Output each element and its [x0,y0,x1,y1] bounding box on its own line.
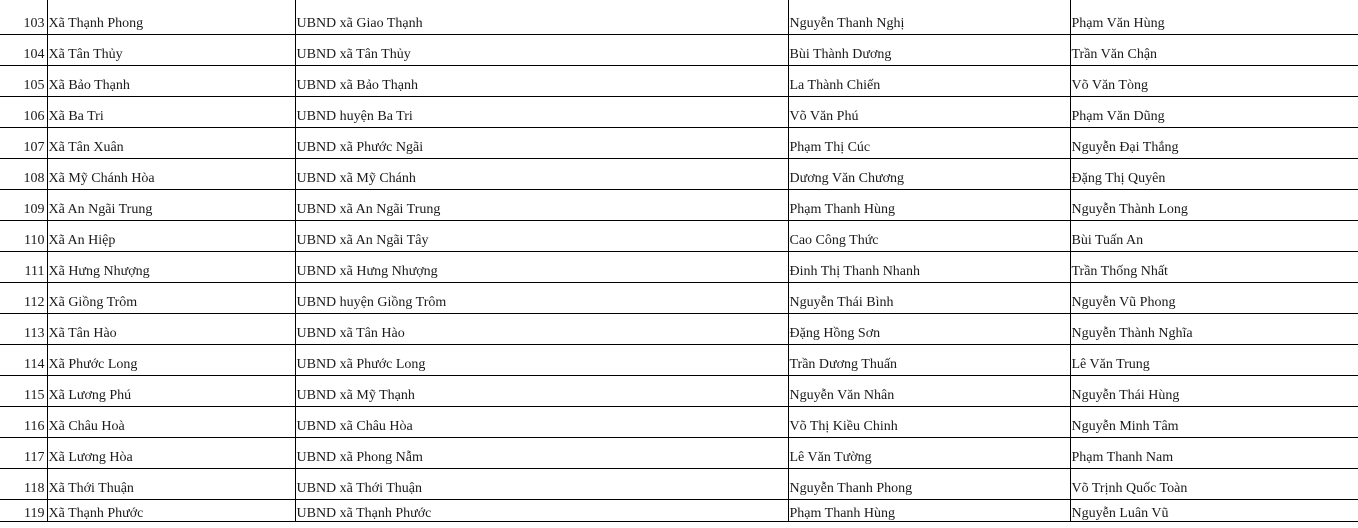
agency-name-cell-text: UBND xã Mỹ Chánh [296,171,416,186]
table-row [0,345,1358,376]
official-name-cell [788,190,1070,221]
row-number-cell-text: 114 [24,357,45,372]
table-row [0,35,1358,66]
official-name-cell [788,345,1070,376]
row-number-cell-text: 110 [24,233,45,248]
agency-name-cell [295,314,788,345]
deputy-name-cell-text: Nguyễn Luân Vũ [1071,506,1169,521]
official-name-cell [788,128,1070,159]
table-row [0,128,1358,159]
commune-name-cell [47,376,295,407]
row-number-cell [0,159,47,190]
table-row [0,407,1358,438]
row-number-cell [0,221,47,252]
commune-name-cell-text: Xã Thới Thuận [48,481,134,496]
row-number-cell [0,283,47,314]
agency-name-cell-text: UBND xã Mỹ Thạnh [296,388,415,403]
deputy-name-cell-text: Nguyễn Thành Nghĩa [1071,326,1193,341]
deputy-name-cell [1070,190,1358,221]
deputy-name-cell-text: Phạm Văn Hùng [1071,16,1165,31]
row-number-cell-text: 116 [24,419,45,434]
commune-name-cell [47,190,295,221]
official-name-cell [788,97,1070,128]
table-row [0,159,1358,190]
deputy-name-cell [1070,283,1358,314]
deputy-name-cell [1070,500,1358,522]
commune-name-cell [47,500,295,522]
row-number-cell [0,438,47,469]
deputy-name-cell-text: Võ Văn Tòng [1071,78,1148,93]
row-number-cell [0,345,47,376]
deputy-name-cell-text: Đặng Thị Quyên [1071,171,1166,186]
official-name-cell-text: Đinh Thị Thanh Nhanh [789,264,921,279]
agency-name-cell [295,128,788,159]
deputy-name-cell-text: Võ Trịnh Quốc Toàn [1071,481,1188,496]
row-number-cell-text: 111 [24,264,45,279]
agency-name-cell-text: UBND huyện Ba Tri [296,109,413,124]
official-name-cell-text: Phạm Thanh Hùng [789,506,896,521]
deputy-name-cell [1070,407,1358,438]
agency-name-cell [295,407,788,438]
agency-name-cell [295,283,788,314]
row-number-cell-text: 103 [23,16,45,31]
row-number-cell-text: 105 [23,78,45,93]
row-number-cell-text: 115 [24,388,45,403]
commune-name-cell [47,314,295,345]
deputy-name-cell [1070,66,1358,97]
deputy-name-cell [1070,128,1358,159]
table-row [0,221,1358,252]
agency-name-cell [295,159,788,190]
deputy-name-cell-text: Lê Văn Trung [1071,357,1150,372]
agency-name-cell-text: UBND xã Phước Long [296,357,426,372]
agency-name-cell-text: UBND xã An Ngãi Tây [296,233,429,248]
deputy-name-cell [1070,97,1358,128]
row-number-cell [0,97,47,128]
agency-name-cell-text: UBND huyện Giồng Trôm [296,295,447,310]
table-row [0,283,1358,314]
row-number-cell-text: 104 [23,47,45,62]
agency-name-cell-text: UBND xã Bảo Thạnh [296,78,418,93]
official-name-cell [788,159,1070,190]
official-name-cell [788,438,1070,469]
official-name-cell [788,376,1070,407]
commune-name-cell [47,97,295,128]
commune-name-cell-text: Xã Tân Thủy [48,47,123,62]
official-name-cell-text: Trần Dương Thuấn [789,357,898,372]
row-number-cell [0,314,47,345]
agency-name-cell [295,345,788,376]
deputy-name-cell [1070,345,1358,376]
row-number-cell-text: 119 [24,506,45,521]
commune-name-cell-text: Xã Hưng Nhượng [48,264,150,279]
table-row [0,0,1358,35]
commune-name-cell [47,221,295,252]
official-name-cell-text: La Thành Chiến [789,78,881,93]
official-name-cell-text: Phạm Thanh Hùng [789,202,896,217]
commune-name-cell-text: Xã Phước Long [48,357,138,372]
row-number-cell [0,376,47,407]
official-name-cell-text: Lê Văn Tường [789,450,872,465]
commune-name-cell-text: Xã Tân Xuân [48,140,124,155]
row-number-cell [0,190,47,221]
row-number-cell [0,0,47,35]
commune-name-cell-text: Xã Mỹ Chánh Hòa [48,171,155,186]
agency-name-cell [295,252,788,283]
commune-name-cell [47,438,295,469]
agency-name-cell [295,66,788,97]
deputy-name-cell-text: Nguyễn Minh Tâm [1071,419,1179,434]
agency-name-cell-text: UBND xã Thới Thuận [296,481,422,496]
commune-name-cell-text: Xã Thạnh Phước [48,506,144,521]
row-number-cell [0,66,47,97]
agency-name-cell [295,500,788,522]
row-number-cell [0,252,47,283]
row-number-cell-text: 117 [24,450,45,465]
row-number-cell [0,407,47,438]
agency-name-cell-text: UBND xã Tân Thủy [296,47,411,62]
deputy-name-cell-text: Nguyễn Thái Hùng [1071,388,1180,403]
agency-name-cell [295,190,788,221]
agency-name-cell-text: UBND xã Giao Thạnh [296,16,423,31]
table-row [0,469,1358,500]
deputy-name-cell-text: Phạm Văn Dũng [1071,109,1165,124]
row-number-cell [0,500,47,522]
agency-name-cell-text: UBND xã An Ngãi Trung [296,202,441,217]
table-row [0,500,1358,522]
row-number-cell [0,35,47,66]
row-number-cell [0,128,47,159]
agency-name-cell [295,221,788,252]
commune-name-cell-text: Xã Bảo Thạnh [48,78,130,93]
official-name-cell-text: Nguyễn Thái Bình [789,295,894,310]
row-number-cell-text: 112 [24,295,45,310]
deputy-name-cell-text: Nguyễn Vũ Phong [1071,295,1176,310]
official-name-cell [788,0,1070,35]
table-row [0,252,1358,283]
row-number-cell-text: 106 [23,109,45,124]
commune-name-cell-text: Xã Ba Tri [48,109,104,124]
commune-name-cell-text: Xã An Ngãi Trung [48,202,153,217]
commune-name-cell [47,0,295,35]
commune-name-cell-text: Xã Châu Hoà [48,419,125,434]
deputy-name-cell-text: Bùi Tuấn An [1071,233,1144,248]
official-name-cell [788,35,1070,66]
deputy-name-cell-text: Phạm Thanh Nam [1071,450,1174,465]
commune-name-cell [47,345,295,376]
agency-name-cell [295,97,788,128]
row-number-cell-text: 118 [24,481,45,496]
agency-name-cell [295,0,788,35]
commune-name-cell [47,252,295,283]
commune-name-cell [47,283,295,314]
official-name-cell [788,283,1070,314]
agency-name-cell-text: UBND xã Phước Ngãi [296,140,424,155]
official-name-cell [788,314,1070,345]
commune-name-cell-text: Xã Giồng Trôm [48,295,138,310]
agency-name-cell-text: UBND xã Hưng Nhượng [296,264,438,279]
commune-name-cell [47,66,295,97]
agency-name-cell-text: UBND xã Thạnh Phước [296,506,432,521]
table-row [0,376,1358,407]
row-number-cell-text: 107 [23,140,45,155]
commune-name-cell [47,469,295,500]
agency-name-cell [295,469,788,500]
official-name-cell-text: Phạm Thị Cúc [789,140,871,155]
row-number-cell-text: 113 [24,326,45,341]
commune-name-cell [47,35,295,66]
table-row [0,438,1358,469]
table-row [0,190,1358,221]
commune-name-cell-text: Xã Tân Hào [48,326,117,341]
deputy-name-cell-text: Nguyễn Đại Thắng [1071,140,1179,155]
official-name-cell [788,66,1070,97]
deputy-name-cell [1070,438,1358,469]
table-row [0,97,1358,128]
deputy-name-cell [1070,221,1358,252]
table-row [0,66,1358,97]
official-name-cell-text: Nguyễn Văn Nhân [789,388,895,403]
deputy-name-cell [1070,35,1358,66]
agency-name-cell-text: UBND xã Châu Hòa [296,419,413,434]
row-number-cell [0,469,47,500]
official-name-cell-text: Dương Văn Chương [789,171,905,186]
deputy-name-cell [1070,252,1358,283]
official-name-cell [788,407,1070,438]
official-name-cell-text: Bùi Thành Dương [789,47,892,62]
official-name-cell-text: Nguyễn Thanh Nghị [789,16,905,31]
official-name-cell [788,500,1070,522]
row-number-cell-text: 108 [23,171,45,186]
deputy-name-cell-text: Trần Thống Nhất [1071,264,1168,279]
agency-name-cell-text: UBND xã Phong Nẫm [296,450,423,465]
agency-name-cell-text: UBND xã Tân Hào [296,326,405,341]
official-name-cell [788,221,1070,252]
deputy-name-cell [1070,469,1358,500]
deputy-name-cell [1070,159,1358,190]
commune-name-cell [47,407,295,438]
official-name-cell [788,469,1070,500]
official-name-cell-text: Cao Công Thức [789,233,879,248]
agency-name-cell [295,376,788,407]
official-name-cell-text: Võ Thị Kiều Chinh [789,419,898,434]
commune-name-cell-text: Xã Thạnh Phong [48,16,144,31]
deputy-name-cell [1070,0,1358,35]
deputy-name-cell-text: Nguyễn Thành Long [1071,202,1188,217]
agency-name-cell [295,438,788,469]
row-number-cell-text: 109 [23,202,45,217]
commune-name-cell-text: Xã An Hiệp [48,233,116,248]
agency-name-cell [295,35,788,66]
commune-name-cell-text: Xã Lương Hòa [48,450,133,465]
deputy-name-cell-text: Trần Văn Chận [1071,47,1158,62]
deputy-name-cell [1070,314,1358,345]
official-name-cell-text: Nguyễn Thanh Phong [789,481,913,496]
table-row [0,314,1358,345]
commune-name-cell [47,128,295,159]
commune-name-cell-text: Xã Lương Phú [48,388,132,403]
official-name-cell-text: Võ Văn Phú [789,109,859,124]
official-name-cell-text: Đặng Hồng Sơn [789,326,881,341]
official-name-cell [788,252,1070,283]
deputy-name-cell [1070,376,1358,407]
commune-name-cell [47,159,295,190]
